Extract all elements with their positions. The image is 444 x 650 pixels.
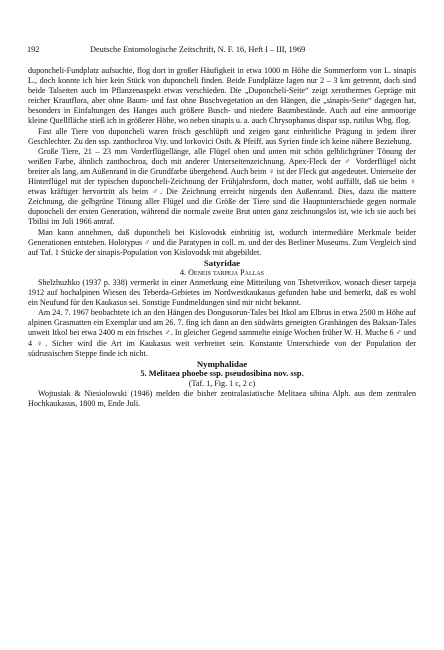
paragraph-tarpeja-observations: Am 24. 7. 1967 beobachtete ich an den Hängen des Dongusorun-Tales bei Itkol am Elbrus in etwa 2500 m Höhe auf alpinen Grasmatten ein Exemplar und am 26. 7. fing ich dann an den südwärts geneigten Grashängen des Baksan-Tales unweit Itkol bei etwa 2400 m ein frisches ♂. In gleicher Gegend sammelte einige Wochen früher W. H. Muche 6 ♂ und 4 ♀. Sicher wird die Art im Kaukasus weit verbreitet sein. Konstante Unterschiede von der Population der südrussischen Steppe finde ich nicht.	[28, 308, 416, 358]
species-heading-oeneis-tarpeja: 4. Oeneis tarpeja Pallas	[179, 267, 264, 277]
family-heading-nymphalidae: Nymphalidae	[196, 358, 248, 369]
paragraph-duponcheli-habitat: duponcheli-Fundplatz aufsuchte, flog dort in großer Häufigkeit in etwa 1000 m Höhe die Sommerform von L. sinapis L., doch konnte ich hier kein Stück von duponcheli finden. Beide Fundplätze lagen nur 2 – 3 km getrennt, doch sind beide Talseiten auch im Pflanzenaspekt etwas verschieden. Die „Duponcheli-Seite“ zeigt xerothermes Gepräge mit reicher Krautflora, aber ohne Baum- und fast ohne Buschvegetation an den Hängen, die „sinapis-Seite“ dagegen hat, besonders in Einfaltungen des Hanges auch größere Busch- und niedere Baumbestände. Auch auf eine anmoorige kleine Quellfläche stieß ich in größerer Höhe, wo neben sinapis u. a. auch Chrysophanus dispar ssp. rutilus Wbg. flog.	[28, 66, 416, 126]
page-number: 192	[27, 45, 40, 54]
running-header	[24, 44, 416, 56]
running-title: Deutsche Entomologische Zeitschrift, N. F. 16, Heft I – III, 1969	[90, 45, 306, 54]
species-heading-melitaea-phoebe: 5. Melitaea phoebe ssp. pseudosibina nov. ssp.	[140, 368, 304, 378]
paragraph-tarpeja-literature: Shelzhuzhko (1937 p. 338) vermerkt in einer Anmerkung eine Mitteilung von Tshetverikov, wonach dieser tarpeja 1912 auf hochalpinen Wiesen des Teberda-Gebietes im Nordwestkaukasus gefunden habe und bemerkt, daß es wohl ein Neufund für den Kaukasus sei. Sonstige Fundmeldungen sind mir nicht bekannt.	[28, 277, 416, 308]
family-heading-satyridae: Satyridae	[203, 257, 241, 268]
paragraph-melitaea-literature: Wojtusiak & Niesiolowski (1946) melden die bisher zentralasiatische Melitaea sibina Alph. aus dem zentralen Hochkaukasus, 1800 m, Ende Juli.	[28, 389, 416, 409]
paragraph-duponcheli-types: Man kann annehmen, daß duponcheli bei Kislovodsk einbrütig ist, wodurch intermediäre Merkmale beider Generationen entstehen. Holotypus ♂ und die Paratypen in coll. m. und der des Berliner Museums. Zum Vergleich sind auf Taf. 1 Stücke der sinapis-Population von Kislovodsk mit abgebildet.	[28, 227, 416, 257]
page-body	[28, 66, 416, 409]
paragraph-duponcheli-specimens: Fast alle Tiere von duponcheli waren frisch geschlüpft und zeigen ganz einheitliche Prägung in jedem ihrer Geschlechter. Zu den ssp. zanthochroa Vty. und lorkovici Osth. & Pfeiff. aus Syrien finde ich keine nähere Beziehung.	[28, 126, 416, 146]
paragraph-duponcheli-description: Große Tiere, 21 – 23 mm Vorderflügellänge, alle Flügel oben und unten mit schön gelblichgrüner Tönung der weißen Farbe, ähnlich zanthochroa, doch mit anderer Unterseitenzeichnung. Apex-Fleck der ♂ Vorderflügel nicht breiter als lang, am Außenrand in die Grundfarbe übergehend. Auch beim ♀ ist der Fleck gut angedeutet. Unterseite der Hinterflügel mit der typischen duponcheli-Zeichnung der Frühjahrsform, doch matter, wohl auffällt, daß sie beim ♀ etwas kräftiger hervortritt als beim ♂. Die Zeichnung erreicht nirgends den Außenrand. Dies, dazu die mattere Zeichnung, die gelbgrüne Tönung aller Flügel und die Größe der Tiere sind die Hauptunterschiede gegen normale duponcheli der ersten Generation, während die normale zweite Brut unten ganz zeichnungslos ist, wie ich sie auch bei Tbilisi im Juli 1966 antraf.	[28, 146, 416, 227]
plate-reference: (Taf. 1, Fig. 1 c, 2 c)	[188, 378, 256, 388]
